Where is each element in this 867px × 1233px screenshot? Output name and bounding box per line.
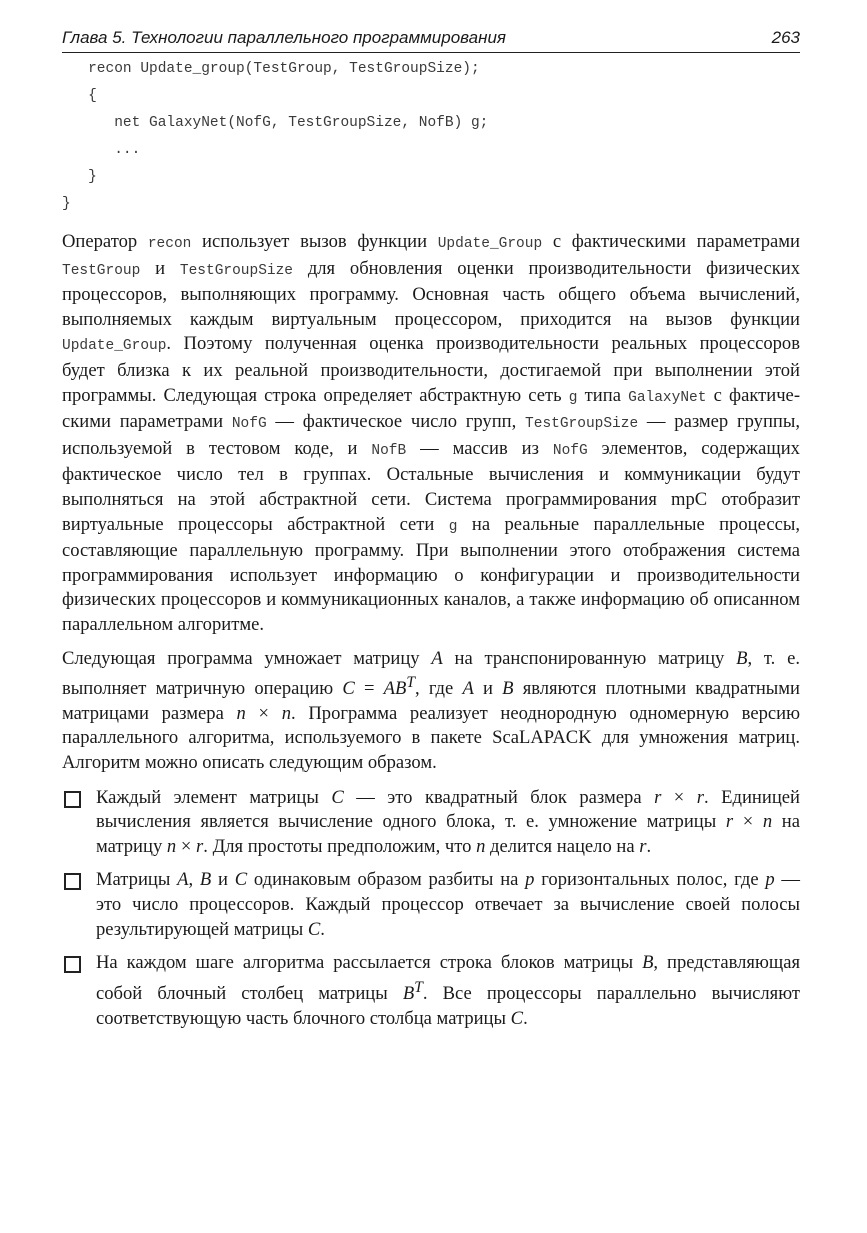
list-item <box>62 951 800 1031</box>
list-item-text: На каждом шаге алгоритма рассылается строка блоков матрицы B, представляющая собой блочный столбец матрицы $B^T$. Все процессоры параллельно вычисляют соответствующую часть блочного столбца матрицы C. <box>96 952 801 1029</box>
code-line: } <box>62 196 71 212</box>
code-line: recon Update_group(TestGroup, TestGroupSize); <box>62 61 480 77</box>
page-number: 263 <box>771 28 800 47</box>
chapter-title: Глава 5. Технологии параллельного программирования <box>62 28 507 47</box>
square-bullet-icon <box>64 873 81 890</box>
code-line: } <box>62 169 97 185</box>
code-line: net GalaxyNet(NofG, TestGroupSize, NofB) g; <box>62 115 489 131</box>
list-item-text: Каждый элемент матрицы C — это квадратный блок размера r × r. Единицей вычисления является вычисление одного блока, т. е. умножение матрицы r × n на матрицу n × r. Для простоты предположим, что n делится нацело на r. <box>96 786 800 857</box>
code-line: { <box>62 88 97 104</box>
paragraph-matrix-program: Следующая программа умножает матрицу A на транспонированную матрицу B, т. е. выполняет матричную операцию $C = AB^T$, где A и B являются плотными квадратными матрицами размера n × n. Программа реализует неоднородную одномерную версию параллельного алгоритма, используемого в пакете ScaLAPACK для умножения матриц. Алгоритм можно описать следующим образом. <box>62 647 800 774</box>
list-item-text: Матрицы A, B и C одинаковым образом разбиты на p горизонтальных полос, где p — это число процессоров. Каждый процессор отвечает за вычисление своей полосы результирующей матрицы C. <box>96 869 801 940</box>
list-item <box>62 868 800 942</box>
square-bullet-icon <box>64 791 81 808</box>
paragraph-recon-description: Оператор recon использует вызов функции Update_Group с фактическими параметрами TestGroup и TestGroupSize для обновления оценки производительности физических процессоров, выполняющих программу. Основная часть общего объема вычислений, выполняемых каждым виртуальным процессором, приходится на вызов функции Update_Group. Поэтому полученная оценка производительности реальных процессоров будет близка к их реальной производительности, достигаемой при выполнении этой программы. Следующая строка определяет абстрактную сеть g типа GalaxyNet с фактическими параметрами NofG — фактическое число групп, TestGroupSize — размер группы, используемой в тестовом коде, и NofB — массив из NofG элементов, содержащих фактическое число тел в группах. Остальные вычисления и коммуникации будут выполняться на этой абстрактной сети. Система программирования mpC отобразит виртуальные процессоры абстрактной сети g на реальные параллельные процессы, составляющие параллельную программу. При выполнении этого отображения система программирования использует информацию о конфигурации и производительности физических процессоров и коммуникационных каналов, а также информацию об описанном параллельном алгоритме. <box>62 231 801 635</box>
document-page <box>62 28 800 1040</box>
code-line: ... <box>62 142 141 158</box>
square-bullet-icon <box>64 956 81 973</box>
running-header <box>62 28 800 53</box>
list-item <box>62 786 800 860</box>
code-listing <box>62 56 800 218</box>
algorithm-bullet-list <box>62 786 800 1032</box>
